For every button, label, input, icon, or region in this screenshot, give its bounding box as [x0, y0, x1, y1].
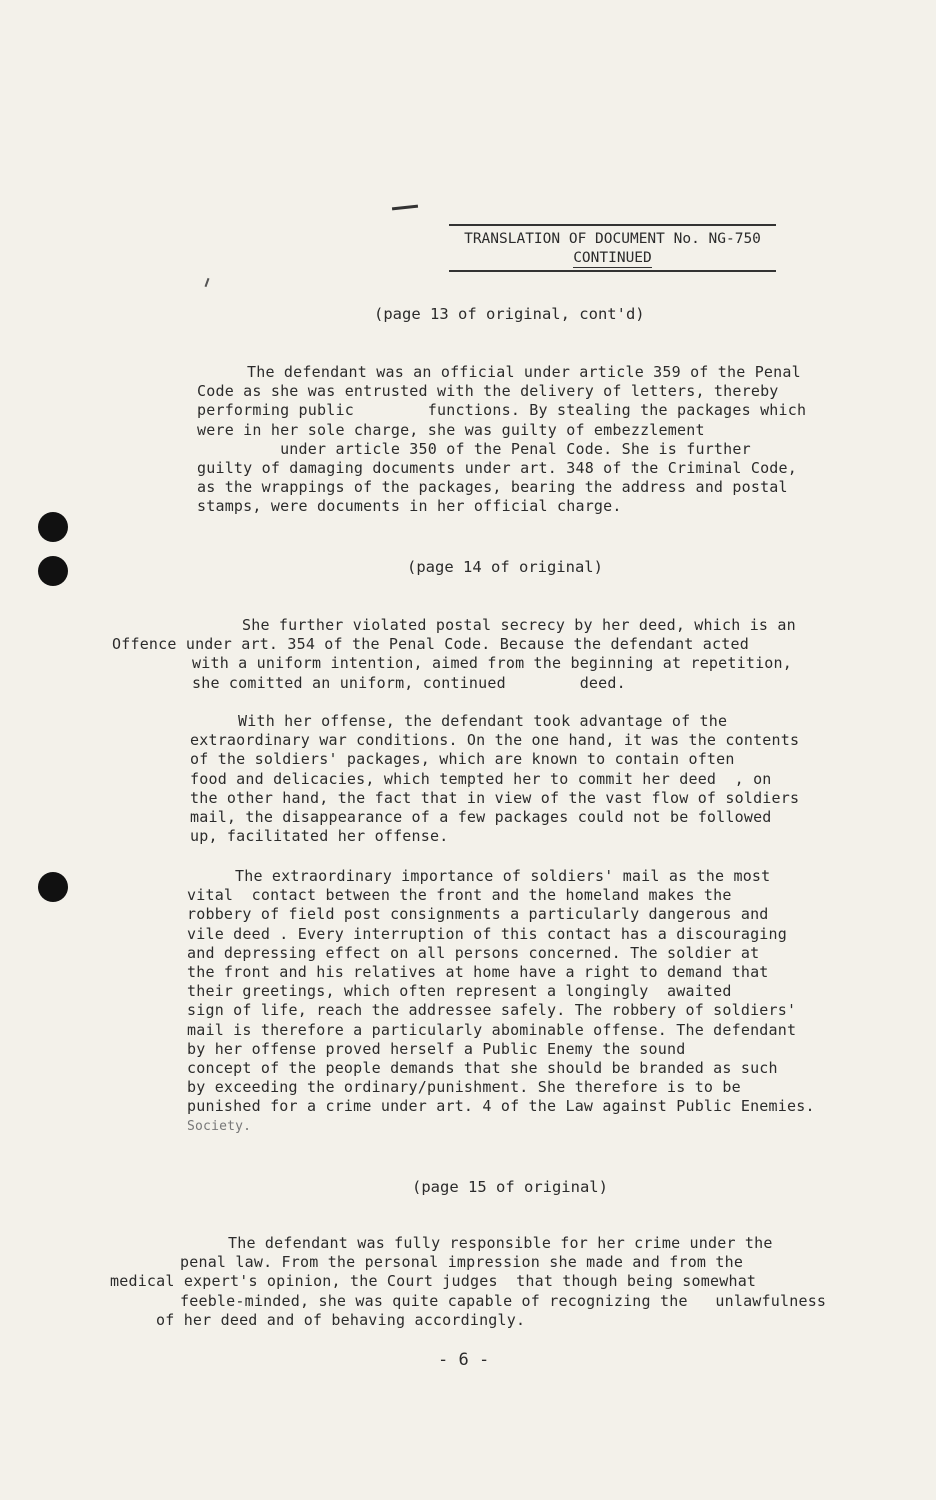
p5-line: The defendant was fully responsible for her crime under the — [228, 1234, 773, 1252]
pen-tick — [205, 278, 210, 287]
p3-line: mail, the disappearance of a few packages could not be followed — [190, 808, 772, 827]
p4-line: mail is therefore a particularly abominable offense. The defendant — [187, 1020, 797, 1039]
p4-line: The extraordinary importance of soldiers' mail as the most — [235, 867, 771, 885]
p1-line: stamps, were documents in her official charge. — [197, 497, 622, 516]
p4-line: Society. — [187, 1118, 252, 1134]
translation-header — [449, 224, 776, 272]
paragraph-1 — [197, 363, 806, 517]
p1-line: The defendant was an official under article 359 of the Penal — [247, 363, 801, 381]
p5-line: feeble-minded, she was quite capable of recognizing the unlawfulness — [180, 1291, 827, 1310]
p4-line: by exceeding the ordinary/punishment. She therefore is to be — [187, 1078, 741, 1097]
p4-line: and depressing effect on all persons concerned. The soldier at — [187, 943, 760, 962]
header-continued: CONTINUED — [573, 250, 652, 266]
p2-line: with a uniform intention, aimed from the beginning at repetition, — [192, 654, 792, 673]
p4-line: vital contact between the front and the homeland makes the — [187, 886, 732, 905]
p1-line: were in her sole charge, she was guilty of embezzlement — [197, 420, 705, 439]
p3-line: of the soldiers' packages, which are known to contain often — [190, 750, 735, 769]
p2-line: Offence under art. 354 of the Penal Code. Because the defendant acted — [112, 635, 749, 654]
p3-line: up, facilitated her offense. — [190, 827, 449, 846]
pen-mark — [392, 205, 418, 211]
paragraph-5 — [110, 1234, 826, 1330]
p3-line: the other hand, the fact that in view of the vast flow of soldiers — [190, 788, 800, 807]
p2-line: She further violated postal secrecy by her deed, which is an — [242, 616, 796, 634]
p4-line: the front and his relatives at home have a right to demand that — [187, 963, 769, 982]
paragraph-2 — [112, 616, 796, 693]
p4-line: by her offense proved herself a Public Enemy the sound — [187, 1039, 686, 1058]
punch-hole-3 — [38, 872, 68, 902]
punch-hole-1 — [38, 512, 68, 542]
page-number: - 6 - — [438, 1350, 490, 1370]
p2-line: she comitted an uniform, continued deed. — [192, 673, 626, 692]
p5-line: penal law. From the personal impression she made and from the — [180, 1253, 744, 1272]
p1-line: guilty of damaging documents under art. 348 of the Criminal Code, — [197, 459, 797, 478]
page-ref-first: (page 13 of original, cont'd) — [374, 305, 645, 323]
p5-line: of her deed and of behaving accordingly. — [156, 1310, 526, 1329]
paragraph-4 — [187, 867, 815, 1136]
p1-line: as the wrappings of the packages, bearing the address and postal — [197, 478, 788, 497]
page-ref-third: (page 15 of original) — [412, 1178, 608, 1196]
paragraph-3 — [190, 712, 799, 846]
p4-line: their greetings, which often represent a longingly awaited — [187, 982, 732, 1001]
p3-line: food and delicacies, which tempted her to commit her deed , on — [190, 769, 772, 788]
p4-line: sign of life, reach the addressee safely. The robbery of soldiers' — [187, 1001, 797, 1020]
p3-line: extraordinary war conditions. On the one hand, it was the contents — [190, 731, 800, 750]
p1-line: performing public functions. By stealing the packages which — [197, 401, 807, 420]
header-title: TRANSLATION OF DOCUMENT No. NG-750 — [464, 231, 761, 247]
p3-line: With her offense, the defendant took advantage of the — [238, 712, 728, 730]
punch-hole-2 — [38, 556, 68, 586]
p5-line: medical expert's opinion, the Court judges that though being somewhat — [110, 1272, 757, 1291]
p1-line: under article 350 of the Penal Code. She is further — [197, 439, 751, 458]
p4-line: punished for a crime under art. 4 of the Law against Public Enemies. — [187, 1097, 815, 1116]
p4-line: vile deed . Every interruption of this contact has a discouraging — [187, 924, 787, 943]
p1-line: Code as she was entrusted with the delivery of letters, thereby — [197, 382, 779, 401]
p4-line: robbery of field post consignments a particularly dangerous and — [187, 905, 769, 924]
page-ref-second: (page 14 of original) — [407, 558, 603, 576]
p4-line: concept of the people demands that she should be branded as such — [187, 1059, 778, 1078]
